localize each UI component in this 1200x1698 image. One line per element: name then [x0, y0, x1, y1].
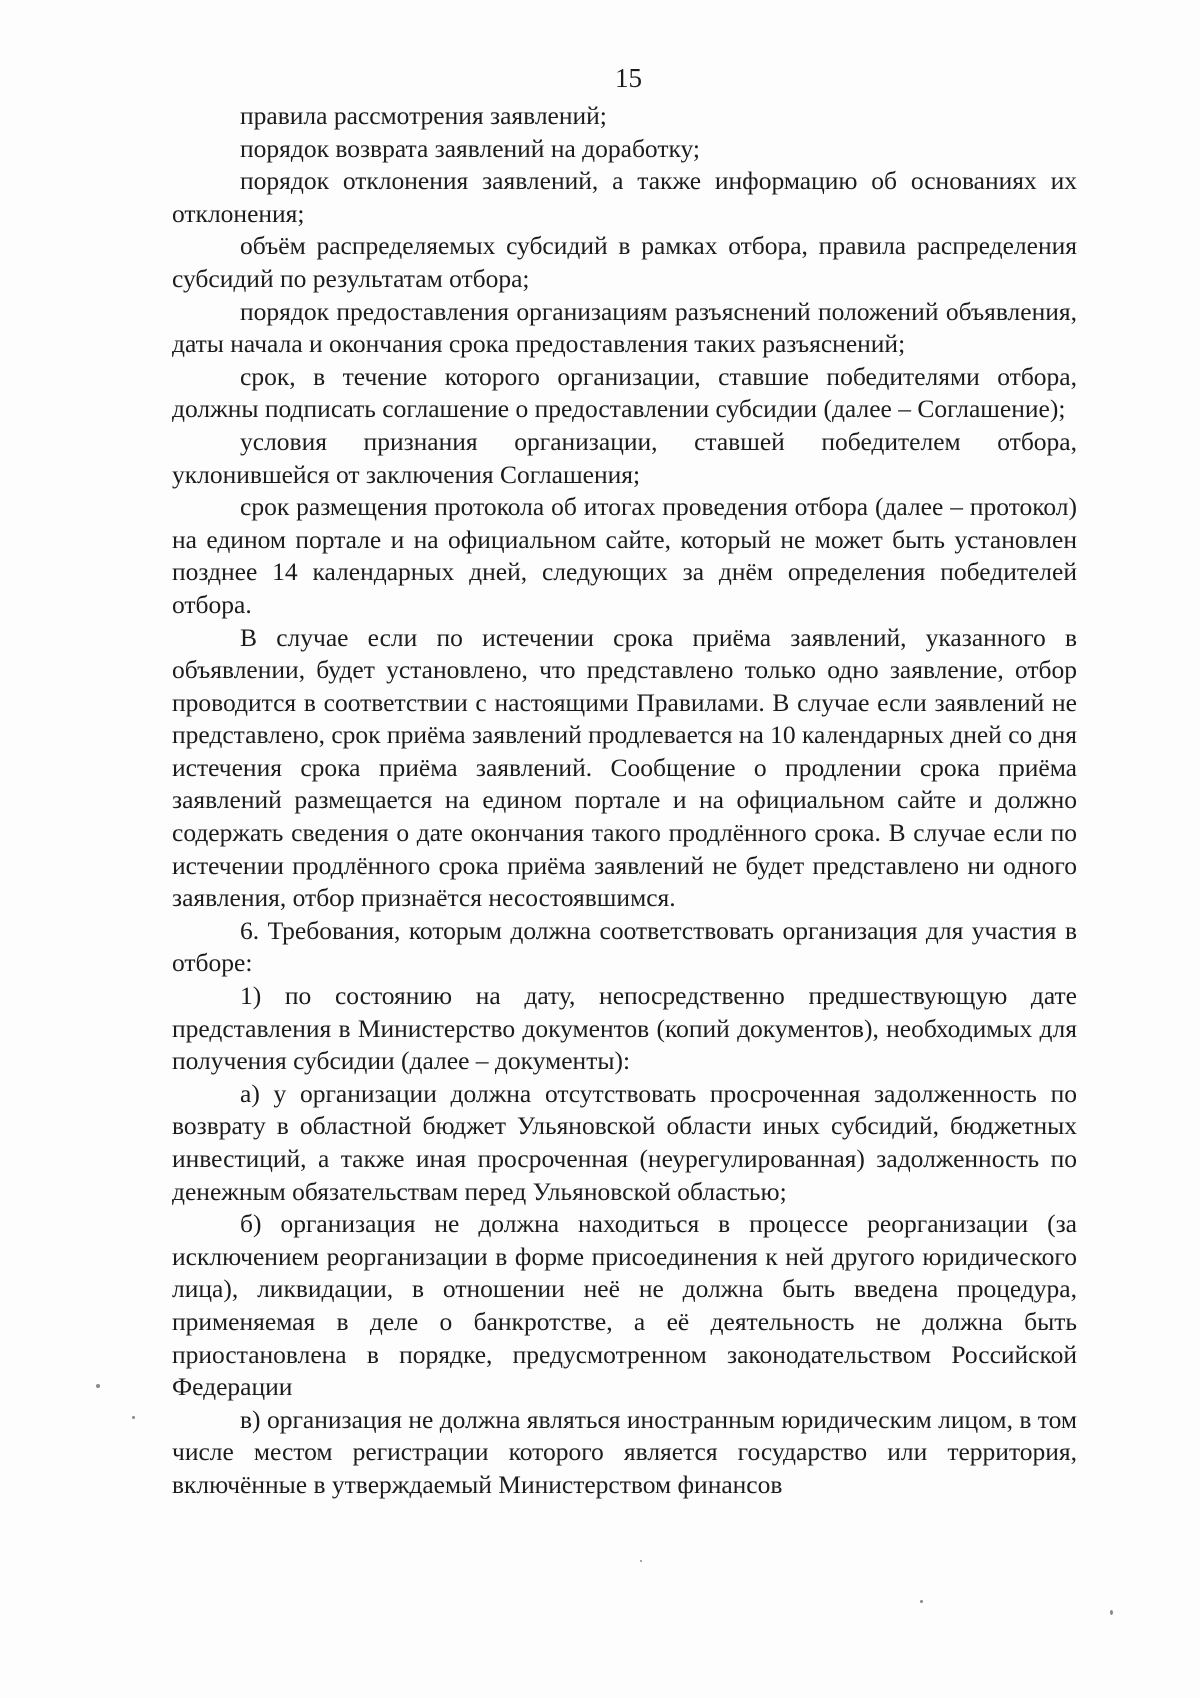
- document-body: [172, 100, 1077, 1502]
- paragraph-subsidy-volume: объём распределяемых субсидий в рамках отбора, правила распределения субсидий по результатам отбора;: [172, 231, 1077, 293]
- paragraph-review-rules: правила рассмотрения заявлений;: [240, 101, 607, 130]
- scan-speck: [132, 1416, 135, 1419]
- paragraph-rejection-procedure: порядок отклонения заявлений, а также информацию об основаниях их отклонения;: [172, 166, 1077, 228]
- paragraph-agreement-term: срок, в течение которого организации, ставшие победителями отбора, должны подписать соглашение о предоставлении субсидии (далее – Соглашение);: [172, 361, 1077, 424]
- paragraph-return-procedure: порядок возврата заявлений на доработку;: [240, 133, 701, 163]
- page-number: 15: [615, 63, 642, 93]
- scan-speck: [1110, 1610, 1113, 1615]
- paragraph-subitem-a: а) у организации должна отсутствовать просроченная задолженность по возврату в областной бюджет Ульяновской области иных субсидий, бюджетных инвестиций, а также иная просроченная (неурегулированная) задолженность по денежным обязательствам перед Ульяновской областью;: [172, 1078, 1077, 1206]
- scan-speck: [96, 1384, 100, 1388]
- scan-speck: [920, 1600, 923, 1603]
- paragraph-item-1: 1) по состоянию на дату, непосредственно предшествующую дате представления в Министерство документов (копий документов), необходимых для получения субсидии (далее – документы):: [172, 981, 1077, 1076]
- paragraph-subitem-b: б) организация не должна находиться в процессе реорганизации (за исключением реорганизации в форме присоединения к ней другого юридического лица), ликвидации, в отношении неё не должна быть введена процедура, применяемая в деле о банкротстве, а её деятельность не должна быть приостановлена в порядке, предусмотренном законодательством Российской Федерации: [172, 1209, 1077, 1402]
- paragraph-clarifications: порядок предоставления организациям разъяснений положений объявления, даты начала и окончания срока предоставления таких разъяснений;: [172, 296, 1077, 359]
- paragraph-section-6: 6. Требования, которым должна соответствовать организация для участия в отборе:: [172, 915, 1077, 978]
- paragraph-subitem-v: в) организация не должна являться иностранным юридическим лицом, в том числе местом регистрации которого является государство или территория, включённые в утверждаемый Министерством финансов: [172, 1404, 1077, 1499]
- paragraph-protocol-term: срок размещения протокола об итогах проведения отбора (далее – протокол) на едином портале и на официальном сайте, который не может быть установлен позднее 14 календарных дней, следующих за днём определения победителей отбора.: [172, 492, 1077, 619]
- paragraph-evasion-conditions: условия признания организации, ставшей победителем отбора, уклонившейся от заключения Соглашения;: [172, 426, 1077, 489]
- scan-speck: [640, 1560, 642, 1562]
- paragraph-single-application: В случае если по истечении срока приёма заявлений, указанного в объявлении, будет установлено, что представлено только одно заявление, отбор проводится в соответствии с настоящими Правилами. В случае если заявлений не представлено, срок приёма заявлений продлевается на 10 календарных дней со дня истечения срока приёма заявлений. Сообщение о продлении срока приёма заявлений размещается на едином портале и на официальном сайте и должно содержать сведения о дате окончания такого продлённого срока. В случае если по истечении продлённого срока приёма заявлений не будет представлено ни одного заявления, отбор признаётся несостоявшимся.: [172, 622, 1077, 913]
